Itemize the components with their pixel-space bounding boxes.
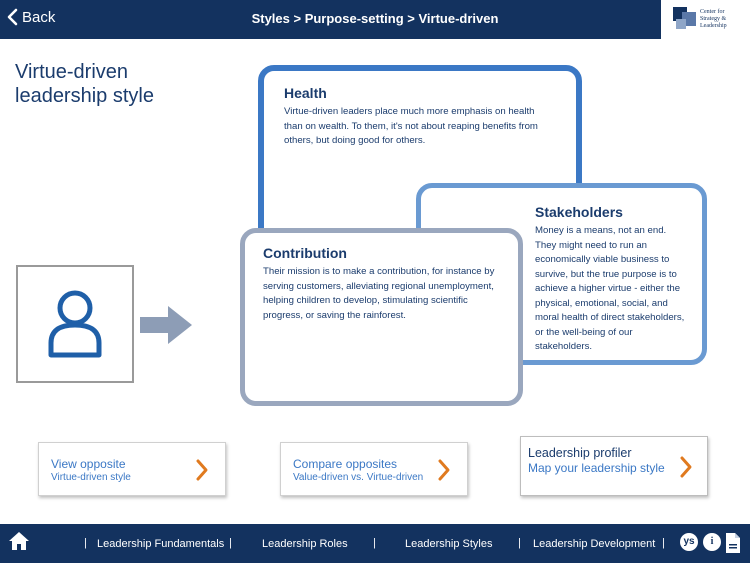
nav-separator: | — [84, 537, 87, 549]
compare-opposites-subtitle: Value-driven vs. Virtue-driven — [293, 472, 424, 483]
compare-opposites-button[interactable] — [280, 442, 468, 496]
nav-separator: | — [373, 537, 376, 549]
card-health-heading: Health — [284, 85, 327, 101]
nav-separator: | — [662, 537, 665, 549]
back-button[interactable] — [6, 8, 55, 26]
nav-leadership-fundamentals[interactable]: Leadership Fundamentals — [97, 538, 225, 550]
chevron-left-icon — [6, 8, 18, 26]
nav-separator: | — [229, 537, 232, 549]
view-opposite-button[interactable] — [38, 442, 226, 496]
arrow-right-icon — [140, 306, 192, 344]
back-label: Back — [22, 8, 56, 26]
home-icon[interactable] — [8, 531, 30, 551]
ys-button[interactable]: ys — [680, 533, 698, 551]
card-contribution-heading: Contribution — [263, 245, 347, 261]
profiler-title: Leadership profiler — [528, 446, 632, 460]
view-opposite-title: View opposite — [51, 457, 126, 471]
view-opposite-subtitle: Virtue-driven style — [51, 472, 131, 483]
breadcrumb: Styles > Purpose-setting > Virtue-driven — [251, 11, 499, 26]
top-bar — [0, 0, 750, 39]
nav-separator: | — [518, 537, 521, 549]
person-icon — [45, 287, 105, 359]
chevron-right-icon — [679, 455, 693, 479]
card-stakeholders-heading: Stakeholders — [535, 204, 623, 220]
document-icon[interactable] — [725, 532, 741, 554]
card-contribution-body: Their mission is to make a contribution, for instance by serving customers, alleviating regional unemployment, helping children to develop, stimulating scientific progress, or saving the rainforest. — [263, 266, 495, 321]
nav-leadership-roles[interactable]: Leadership Roles — [262, 538, 348, 550]
person-panel — [16, 265, 134, 383]
logo-mark-icon — [673, 7, 697, 33]
chevron-right-icon — [195, 458, 209, 482]
profiler-subtitle: Map your leadership style — [528, 461, 665, 475]
chevron-right-icon — [437, 458, 451, 482]
nav-leadership-styles[interactable]: Leadership Styles — [405, 538, 493, 550]
info-button[interactable]: i — [703, 533, 721, 551]
card-contribution — [240, 228, 523, 406]
compare-opposites-title: Compare opposites — [293, 457, 398, 471]
card-health-body: Virtue-driven leaders place much more emphasis on health than on wealth. To them, it's not about reaping benefits from others, but doing good for others. — [284, 106, 538, 146]
nav-leadership-development[interactable]: Leadership Development — [533, 538, 656, 550]
bottom-nav-bar — [0, 524, 750, 563]
leadership-profiler-button[interactable] — [520, 436, 708, 496]
logo-text: Center for Strategy & Leadership — [700, 9, 727, 29]
card-stakeholders-body: Money is a means, not an end. They might need to run an economically viable business to survive, but the true purpose is to achieve a higher virtue - either the physical, emotional, social, and moral health of direct stakeholders, or the well-being of our stakeholders. — [535, 225, 685, 352]
page-title: Virtue-driven leadership style — [15, 61, 154, 107]
logo — [661, 0, 750, 39]
